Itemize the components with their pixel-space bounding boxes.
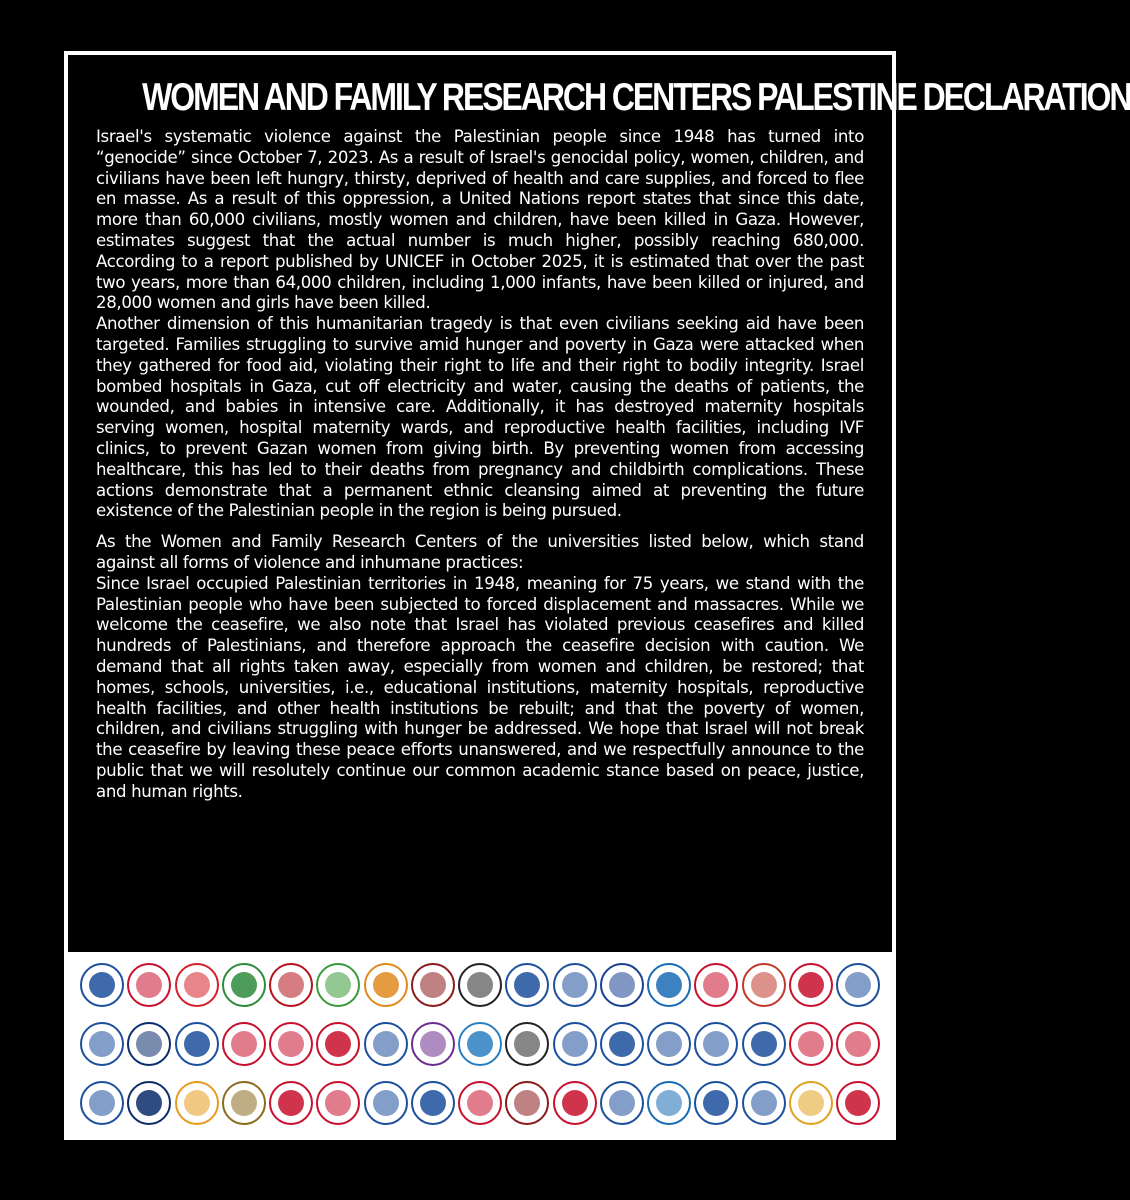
university-logo-emblem bbox=[184, 1090, 210, 1116]
university-logo-emblem bbox=[278, 1090, 304, 1116]
university-logos-strip bbox=[68, 952, 892, 1136]
university-logo bbox=[222, 1022, 266, 1066]
university-logo-emblem bbox=[562, 972, 588, 998]
paragraph-4: Since Israel occupied Palestinian territories in 1948, meaning for 75 years, we stand with the Palestinian people who have been subjected to forced displacement and massacres. While we welcome the ceasefire, we also note that Israel has violated previous ceasefires and killed hundreds of Palestinians, and therefore approach the ceasefire decision with caution. We demand that all rights taken away, especially from women and children, be restored; that homes, schools, universities, i.e., educational institutions, maternity hospitals, reproductive health facilities, and other health institutions be rebuilt; and that the poverty of women, children, and civilians struggling with hunger be addressed. We hope that Israel will not break the ceasefire by leaving these peace efforts unanswered, and we respectfully announce to the public that we will resolutely continue our common academic stance based on peace, justice, and human rights. bbox=[96, 573, 864, 801]
university-logo bbox=[505, 963, 549, 1007]
university-logo-emblem bbox=[231, 1090, 257, 1116]
university-logo-emblem bbox=[751, 972, 777, 998]
university-logo bbox=[789, 1081, 833, 1125]
university-logo bbox=[600, 1081, 644, 1125]
university-logo-emblem bbox=[325, 1090, 351, 1116]
university-logo bbox=[836, 1081, 880, 1125]
university-logo-emblem bbox=[89, 1031, 115, 1057]
paragraph-3: As the Women and Family Research Centers of the universities listed below, which stand against all forms of violence and inhumane practices: bbox=[96, 532, 864, 572]
university-logo bbox=[411, 1022, 455, 1066]
university-logo bbox=[789, 963, 833, 1007]
university-logo bbox=[269, 1022, 313, 1066]
university-logo-emblem bbox=[278, 1031, 304, 1057]
university-logo-emblem bbox=[514, 972, 540, 998]
university-logo-emblem bbox=[609, 1090, 635, 1116]
university-logo bbox=[694, 1022, 738, 1066]
university-logo-emblem bbox=[798, 1090, 824, 1116]
university-logo bbox=[175, 1022, 219, 1066]
university-logo bbox=[647, 1022, 691, 1066]
university-logo bbox=[127, 963, 171, 1007]
declaration-body bbox=[96, 127, 864, 803]
university-logo bbox=[742, 1022, 786, 1066]
university-logo-emblem bbox=[845, 1031, 871, 1057]
declaration-frame bbox=[64, 51, 1130, 1140]
university-logo-emblem bbox=[420, 1090, 446, 1116]
university-logo-emblem bbox=[89, 1090, 115, 1116]
university-logo bbox=[647, 1081, 691, 1125]
university-logo-emblem bbox=[184, 1031, 210, 1057]
university-logo-emblem bbox=[656, 1031, 682, 1057]
university-logo-emblem bbox=[420, 1031, 446, 1057]
logo-row bbox=[80, 963, 880, 1007]
university-logo bbox=[80, 1081, 124, 1125]
university-logo bbox=[694, 963, 738, 1007]
university-logo bbox=[505, 1081, 549, 1125]
university-logo bbox=[364, 1081, 408, 1125]
university-logo-emblem bbox=[514, 1031, 540, 1057]
university-logo bbox=[127, 1022, 171, 1066]
university-logo bbox=[364, 1022, 408, 1066]
university-logo bbox=[364, 963, 408, 1007]
university-logo bbox=[411, 963, 455, 1007]
university-logo-emblem bbox=[89, 972, 115, 998]
logo-row bbox=[80, 1022, 880, 1066]
university-logo bbox=[553, 963, 597, 1007]
university-logo bbox=[600, 1022, 644, 1066]
university-logo bbox=[458, 963, 502, 1007]
university-logo bbox=[458, 1081, 502, 1125]
university-logo bbox=[505, 1022, 549, 1066]
university-logo bbox=[458, 1022, 502, 1066]
university-logo-emblem bbox=[845, 1090, 871, 1116]
paragraph-2: Another dimension of this humanitarian tragedy is that even civilians seeking aid have been targeted. Families struggling to survive amid hunger and poverty in Gaza were attacked when they gathered for food aid, violating their right to life and their right to bodily integrity. Israel bombed hospitals in Gaza, cut off electricity and water, causing the deaths of patients, the wounded, and babies in intensive care. Additionally, it has destroyed maternity hospitals serving women, hospital maternity wards, and reproductive health facilities, including IVF clinics, to prevent Gazan women from giving birth. By preventing women from accessing healthcare, this has led to their deaths from pregnancy and childbirth complications. These actions demonstrate that a permanent ethnic cleansing aimed at preventing the future existence of the Palestinian people in the region is being pursued. bbox=[96, 314, 864, 521]
university-logo-emblem bbox=[751, 1031, 777, 1057]
university-logo-emblem bbox=[467, 1031, 493, 1057]
university-logo-emblem bbox=[609, 1031, 635, 1057]
university-logo bbox=[127, 1081, 171, 1125]
university-logo bbox=[175, 963, 219, 1007]
university-logo bbox=[269, 963, 313, 1007]
university-logo-emblem bbox=[798, 972, 824, 998]
logo-row bbox=[80, 1081, 880, 1125]
university-logo bbox=[600, 963, 644, 1007]
university-logo bbox=[316, 1081, 360, 1125]
university-logo-emblem bbox=[656, 972, 682, 998]
university-logo-emblem bbox=[420, 972, 446, 998]
university-logo-emblem bbox=[798, 1031, 824, 1057]
university-logo-emblem bbox=[562, 1090, 588, 1116]
university-logo-emblem bbox=[373, 972, 399, 998]
university-logo bbox=[80, 963, 124, 1007]
declaration-title: WOMEN AND FAMILY RESEARCH CENTERS PALESTINE DECLARATION bbox=[142, 76, 1130, 119]
university-logo bbox=[836, 963, 880, 1007]
university-logo bbox=[647, 963, 691, 1007]
university-logo bbox=[316, 1022, 360, 1066]
university-logo-emblem bbox=[845, 972, 871, 998]
university-logo-emblem bbox=[514, 1090, 540, 1116]
university-logo bbox=[553, 1081, 597, 1125]
university-logo bbox=[742, 1081, 786, 1125]
university-logo-emblem bbox=[467, 1090, 493, 1116]
university-logo-emblem bbox=[609, 972, 635, 998]
university-logo bbox=[175, 1081, 219, 1125]
university-logo bbox=[269, 1081, 313, 1125]
university-logo-emblem bbox=[325, 972, 351, 998]
university-logo bbox=[222, 963, 266, 1007]
university-logo-emblem bbox=[136, 972, 162, 998]
university-logo bbox=[411, 1081, 455, 1125]
university-logo-emblem bbox=[703, 972, 729, 998]
university-logo bbox=[742, 963, 786, 1007]
university-logo-emblem bbox=[373, 1090, 399, 1116]
university-logo-emblem bbox=[751, 1090, 777, 1116]
university-logo bbox=[316, 963, 360, 1007]
university-logo-emblem bbox=[467, 972, 493, 998]
university-logo-emblem bbox=[373, 1031, 399, 1057]
paragraph-1: Israel's systematic violence against the Palestinian people since 1948 has turned into “genocide” since October 7, 2023. As a result of Israel's genocidal policy, women, children, and civilians have been left hungry, thirsty, deprived of health and care supplies, and forced to flee en masse. As a result of this oppression, a United Nations report states that since this date, more than 60,000 civilians, mostly women and children, have been killed in Gaza. However, estimates suggest that the actual number is much higher, possibly reaching 680,000. According to a report published by UNICEF in October 2025, it is estimated that over the past two years, more than 64,000 children, including 1,000 infants, have been killed or injured, and 28,000 women and girls have been killed. bbox=[96, 127, 864, 313]
university-logo-emblem bbox=[656, 1090, 682, 1116]
university-logo-emblem bbox=[278, 972, 304, 998]
university-logo bbox=[222, 1081, 266, 1125]
university-logo-emblem bbox=[136, 1031, 162, 1057]
university-logo-emblem bbox=[703, 1090, 729, 1116]
university-logo-emblem bbox=[325, 1031, 351, 1057]
university-logo-emblem bbox=[562, 1031, 588, 1057]
university-logo bbox=[789, 1022, 833, 1066]
university-logo bbox=[694, 1081, 738, 1125]
university-logo bbox=[80, 1022, 124, 1066]
university-logo bbox=[553, 1022, 597, 1066]
university-logo-emblem bbox=[231, 1031, 257, 1057]
university-logo-emblem bbox=[703, 1031, 729, 1057]
university-logo-emblem bbox=[184, 972, 210, 998]
university-logo-emblem bbox=[231, 972, 257, 998]
university-logo-emblem bbox=[136, 1090, 162, 1116]
university-logo bbox=[836, 1022, 880, 1066]
